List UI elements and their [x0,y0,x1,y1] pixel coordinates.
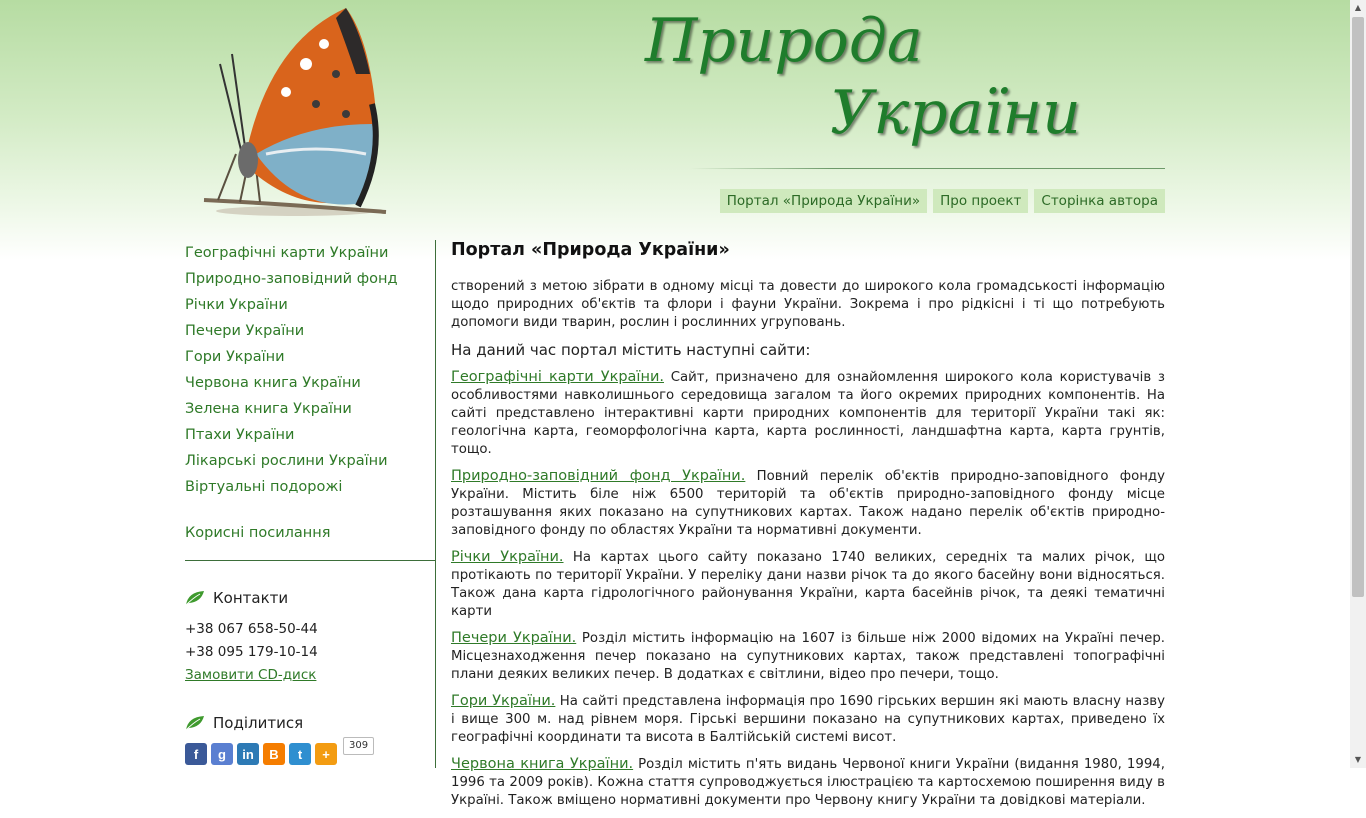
contacts-title: Контакти [213,589,289,607]
share-title: Поділитися [213,714,304,732]
linkedin-icon[interactable]: in [237,743,259,765]
site-description [451,368,1165,459]
site-link-caves[interactable]: Печери України. [451,630,577,646]
sidebar-item-reserve-fund[interactable]: Природно-заповідний фонд [185,271,398,287]
site-text: Розділ містить інформацію на 1607 із більше ніж 2000 відомих на Україні печер. Місцезнаходження печер показано на супутникових картах, також представлені топографічні плани деяких великих печер. В додатках є світлини, відео про печери, тощо. [451,631,1165,682]
site-description [451,755,1165,810]
sidebar-item-virtual-tours[interactable]: Віртуальні подорожі [185,479,343,495]
google-plus-icon[interactable]: g [211,743,233,765]
phone-2: +38 095 179-10-14 [185,644,318,660]
nav-portal[interactable]: Портал «Природа України» [720,189,927,213]
sidebar-item-red-book[interactable]: Червона книга України [185,375,361,391]
sidebar [185,240,435,546]
site-link-rivers[interactable]: Річки України. [451,549,564,565]
column-divider [435,240,436,768]
header-divider [690,168,1165,169]
site-link-reserve-fund[interactable]: Природно-заповідний фонд України. [451,468,746,484]
site-title-line1: Природа [645,6,923,76]
twitter-icon[interactable]: t [289,743,311,765]
intro-text: створений з метою зібрати в одному місці та довести до широкого кола громадськості інформацію щодо природних об'єктів та флори і фауни України. Зокрема і про рідкісні і ті що потребують допомоги види тварин, рослин і рослинних угруповань. [451,279,1165,330]
leaf-icon [185,715,205,731]
share-buttons [185,740,374,765]
site-title [645,6,1105,156]
sidebar-item-rivers[interactable]: Річки України [185,297,288,313]
site-description [451,692,1165,747]
leaf-icon [185,590,205,606]
order-cd-link[interactable]: Замовити CD-диск [185,667,317,683]
sidebar-item-geo-maps[interactable]: Географічні карти України [185,245,389,261]
sidebar-divider [185,560,435,561]
page-title: Портал «Природа України» [451,240,730,260]
sidebar-item-green-book[interactable]: Зелена книга України [185,401,352,417]
site-text: Сайт, призначено для ознайомлення широкого кола користувачів з особливостями навколишнього середовища загалом та його окремих природних компонентів. На сайті представлено інтерактивні карти природних компонентів для території України такі як: геологічна карта, геоморфологічна карта, карта рослинності, ландшафтна карта, карта грунтів, тощо. [451,370,1165,457]
sidebar-item-birds[interactable]: Птахи України [185,427,295,443]
sidebar-item-useful-links[interactable]: Корисні посилання [185,525,331,541]
blogger-icon[interactable]: B [263,743,285,765]
scroll-up-icon[interactable]: ▲ [1354,3,1362,12]
butterfly-logo [196,4,392,218]
scrollbar[interactable] [1350,0,1366,768]
site-link-red-book[interactable]: Червона книга України. [451,756,634,772]
site-title-line2: України [830,78,1081,148]
nav-author[interactable]: Сторінка автора [1034,189,1165,213]
top-nav [720,189,1165,213]
phone-1: +38 067 658-50-44 [185,621,318,637]
sidebar-item-caves[interactable]: Печери України [185,323,305,339]
site-description [451,548,1165,621]
share-heading [185,714,303,732]
site-text: Розділ містить п'ять видань Червоної книги України (видання 1980, 1994, 1996 та 2009 років). Кожна стаття супроводжується ілюстрацією та картосхемою поширення виду в Україні. Також вміщено нормативні документи про Червону книгу України та довідкові матеріали. [451,757,1165,808]
share-count: 309 [343,737,374,755]
sites-lead: На даний час портал містить наступні сайти: [451,341,811,359]
site-description [451,467,1165,540]
facebook-icon[interactable]: f [185,743,207,765]
contacts-heading [185,589,288,607]
site-link-mountains[interactable]: Гори України. [451,693,556,709]
main-content [451,238,1165,818]
nav-about[interactable]: Про проект [933,189,1028,213]
site-text: На сайті представлена інформація про 1690 гірських вершин які мають власну назву і вище 300 м. над рівнем моря. Гірські вершини показано на супутникових картах, приведено їх географічні координати та висота в Балтійській системі висот. [451,694,1165,745]
site-text: На картах цього сайту показано 1740 великих, середніх та малих річок, що протікають по території України. У переліку дани назви річок та до якого басейну вони відносяться. Також дана карта гідрологічного районування України, карта басейнів річок, та деякі тематичні карти [451,550,1165,619]
sidebar-item-medicinal-plants[interactable]: Лікарські рослини України [185,453,388,469]
sidebar-item-mountains[interactable]: Гори України [185,349,285,365]
site-description [451,629,1165,684]
site-link-geo-maps[interactable]: Географічні карти України. [451,369,664,385]
scroll-thumb[interactable] [1352,17,1364,597]
more-icon[interactable]: + [315,743,337,765]
site-text: Повний перелік об'єктів природно-заповідного фонду України. Містить біле ніж 6500 територій та об'єктів природно-заповідного фонду місце розташування яких показано на супутникових картах. Також надано перелік об'єктів природно-заповідного фонду по областях України та нормативні документи. [451,469,1165,538]
scroll-down-icon[interactable]: ▼ [1354,755,1362,764]
